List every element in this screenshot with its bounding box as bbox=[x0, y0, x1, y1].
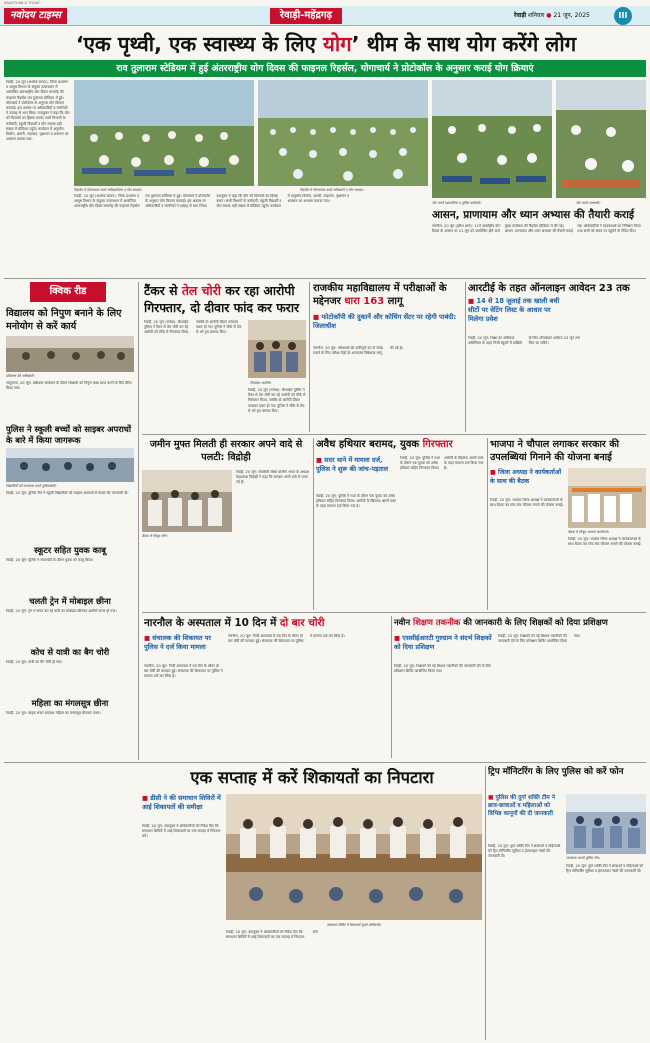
narnaul-headline bbox=[144, 616, 388, 630]
brand-logo: नवोदय टाइम्स bbox=[4, 8, 67, 24]
saptah-caption: समाधान शिविर में शिकायतें सुनते अधिकारी। bbox=[326, 923, 382, 927]
exam-bullet-text: फोटोकॉपी की दुकानें और कोचिंग सेंटर पर रहेगी पाबंदी: जिलाधीश bbox=[313, 313, 457, 330]
bjp-headline-2: उपलब्धियां गिनाने की योजना बनाई bbox=[490, 452, 612, 463]
date-day: शनिवार bbox=[528, 12, 545, 19]
saptah-body-2: रेवाड़ी, 20 जून: उपायुक्त ने अधिकारियों को निर्देश दिए कि समाधान शिविरों में आई शिकायतों का एक सप्ताह में निपटारा करें। bbox=[226, 930, 319, 940]
rte-body: रेवाड़ी, 20 जून: शिक्षा का अधिकार अधिनियम के तहत निजी स्कूलों में दाखिले के लिए ऑनलाइन आवेदन 23 जून तक किए जा सकेंगे। bbox=[468, 336, 581, 346]
col-divider-6 bbox=[485, 766, 486, 1040]
lead-headline-b: ’ थीम के साथ योग करेंगे लोग bbox=[351, 32, 577, 56]
date-value: 21 जून, 2025 bbox=[553, 12, 590, 19]
exam-h-a: राजकीय महाविद्यालय में परीक्षाओं के मद्देनजर bbox=[313, 283, 447, 307]
lead-body-col2: रेवाड़ी, 20 जून (अशोक कावत): जिला प्रशासन व आयुष विभाग के संयुक्त तत्वावधान में आयोजित अंतरराष्ट्रीय योग दिवस समारोह की फाइनल रिहर्सल राव तुलाराम स्टेडियम में हुई। योगाचार्य ने प्रोटोकॉल के अनुसार योग क्रियाएं करवाईं। इस अवसर पर अधिकारियों व नागरिकों ने उत्साह से भाग लिया। उपायुक्त ने कहा कि योग को दिनचर्या का हिस्सा बनाएं। सभी विभागों के कर्मचारी, स्कूली विद्यार्थी व योग साधक बड़ी संख्या में स्टेडियम पहुंचे। कार्यक्रम में अनुलोम-विलोम, भ्रामरी, ताड़ासन, वृक्षासन व शवासन का अभ्यास कराया गया। bbox=[74, 194, 350, 209]
tanker-h-highlight: तेल चोरी bbox=[181, 283, 221, 298]
narnaul-body: नारनौल, 20 जून: निजी अस्पताल में दस दिन के भीतर दो बार चोरी की वारदात हुई। संचालक की शिकायत पर पुलिस ने मामला दर्ज कर लिया है। bbox=[228, 634, 345, 644]
jamin-photo bbox=[142, 470, 232, 532]
shiksha-body-2: रेवाड़ी, 20 जून: शिक्षकों को नई शिक्षण तकनीकों की जानकारी देने के लिए प्रशिक्षण शिविर आयोजित किया गया। bbox=[498, 634, 581, 644]
edition-title: रेवाड़ी-महेंद्रगढ़ bbox=[270, 8, 342, 24]
divider-4 bbox=[4, 762, 646, 763]
divider-1 bbox=[4, 278, 646, 279]
bjp-bullet-head bbox=[490, 468, 564, 496]
bjp-caption: बैठक में मौजूद भाजपा कार्यकर्ता। bbox=[568, 530, 609, 534]
lead-caption-4: योग करते अभ्यासी। bbox=[576, 201, 601, 205]
kwik-1-photo bbox=[6, 336, 134, 372]
col-divider-4 bbox=[487, 438, 488, 610]
kwik-2-body: रेवाड़ी, 20 जून: पुलिस टीम ने स्कूली विद्यार्थियों को साइबर अपराधों से बचाव की जानकारी दी। bbox=[6, 491, 129, 495]
tanker-body: रेवाड़ी, 20 जून (राजेश): सीआईए पुलिस ने टैंकर से तेल चोरी कर रहे आरोपी को मौके से गिरफ्तार किया, जबकि दो आरोपी दीवार फांदकर फरार हो गए। पुलिस ने मौके से तेल से भरे ड्रम बरामद किए। bbox=[144, 320, 242, 335]
shastra-bullet-text: सदर थाने में मामला दर्ज, पुलिस ने शुरू की जांच-पड़ताल bbox=[316, 456, 389, 473]
bjp-headline-1: भाजपा ने चौपाल लगाकर सरकार की bbox=[490, 439, 620, 450]
divider-3 bbox=[142, 612, 646, 613]
trip-caption: जागरूक करती पुलिस टीम। bbox=[566, 856, 600, 860]
tanker-headline-1 bbox=[144, 282, 306, 299]
asan-headline: आसन, प्राणायाम और ध्यान अभ्यास की तैयारी कराई bbox=[432, 209, 635, 221]
lead-headline bbox=[8, 30, 644, 58]
kwik-3-body: रेवाड़ी, 20 जून: पुलिस ने नाकाबंदी के दौरान युवक को काबू किया। bbox=[6, 558, 94, 562]
kwik-divider bbox=[138, 282, 139, 760]
masthead bbox=[0, 6, 650, 26]
bullet-icon: ■ bbox=[468, 297, 475, 305]
jamin-caption: बैठक में मौजूद लोग। bbox=[142, 534, 168, 538]
trip-body: रेवाड़ी, 20 जून: दुर्गा शक्ति टीम ने छात्राओं व महिलाओं को ट्रिप मॉनिटरिंग सुविधा व हेल्पलाइन नंबरों की जानकारी दी। bbox=[488, 844, 561, 859]
lead-caption-2: रिहर्सल में योगाभ्यास करते अधिकारी व योग साधक। bbox=[300, 188, 364, 192]
tanker-h-b: कर रहा आरोपी bbox=[220, 283, 295, 298]
lead-body: रेवाड़ी, 20 जून (अशोक कावत): जिला प्रशासन व आयुष विभाग के संयुक्त तत्वावधान में आयोजित अंतरराष्ट्रीय योग दिवस समारोह की फाइनल रिहर्सल राव तुलाराम स्टेडियम में हुई। योगाचार्य ने प्रोटोकॉल के अनुसार योग क्रियाएं करवाईं। इस अवसर पर अधिकारियों व नागरिकों ने उत्साह से भाग लिया। उपायुक्त ने कहा कि योग को दिनचर्या का हिस्सा बनाएं। सभी विभागों के कर्मचारी, स्कूली विद्यार्थी व योग साधक बड़ी संख्या में स्टेडियम पहुंचे। कार्यक्रम में अनुलोम-विलोम, भ्रामरी, ताड़ासन, वृक्षासन व शवासन का अभ्यास कराया गया। bbox=[6, 80, 70, 142]
bullet-icon: ■ bbox=[144, 634, 151, 642]
kwik-1-caption: प्रशिक्षण देते अधिकारी। bbox=[6, 374, 35, 378]
kwik-2-headline: पुलिस ने स्कूली बच्चों को साइबर अपराधों के बारे में किया जागरूक bbox=[6, 424, 132, 445]
top-strip-label: RAJASTHAN & TODAY bbox=[4, 1, 40, 5]
date-city: रेवाड़ी bbox=[514, 12, 527, 19]
kwik-5-headline: कोच से यात्री का बैग चोरी bbox=[30, 647, 110, 657]
saptah-photo bbox=[226, 794, 482, 920]
bjp-body: रेवाड़ी, 20 जून: भाजपा जिला अध्यक्ष ने कार्यकर्ताओं के साथ बैठक कर गांव-गांव चौपाल लगाने की योजना बनाई। bbox=[490, 498, 564, 508]
shiksha-body: रेवाड़ी, 20 जून: शिक्षकों को नई शिक्षण तकनीकों की जानकारी देने के लिए प्रशिक्षण शिविर आयोजित किया गया। bbox=[394, 664, 492, 674]
exam-h-b: लागू bbox=[384, 296, 403, 307]
tanker-body-2: रेवाड़ी, 20 जून (राजेश): सीआईए पुलिस ने टैंकर से तेल चोरी कर रहे आरोपी को मौके से गिरफ्तार किया, जबकि दो आरोपी दीवार फांदकर फरार हो गए। पुलिस ने मौके से तेल से भरे ड्रम बरामद किए। bbox=[248, 388, 306, 413]
jamin-headline: जमीन मुफ्त मिलती ही सरकार अपने वादे से पलटी: विद्रोही bbox=[149, 439, 303, 463]
rte-bullet-head bbox=[468, 297, 564, 335]
exam-h-highlight: धारा 163 bbox=[344, 296, 385, 307]
tanker-photo bbox=[248, 320, 306, 378]
narnaul-bullet-head bbox=[144, 634, 224, 662]
shastra-body-2: रेवाड़ी, 20 जून: पुलिस ने गश्त के दौरान एक युवक को अवैध हथियार सहित गिरफ्तार किया। आरोपी के खिलाफ आर्म्स एक्ट के तहत मामला दर्ज किया गया है। bbox=[400, 456, 484, 471]
dateline bbox=[514, 10, 590, 22]
kwik-4-headline: चलती ट्रेन में मोबाइल छीना bbox=[29, 596, 111, 606]
bullet-icon: ■ bbox=[394, 634, 401, 642]
trip-body-2: रेवाड़ी, 20 जून: दुर्गा शक्ति टीम ने छात्राओं व महिलाओं को ट्रिप मॉनिटरिंग सुविधा व हेल्पलाइन नंबरों की जानकारी दी। bbox=[566, 864, 644, 874]
trip-bullet-head bbox=[488, 794, 562, 842]
bjp-bullet-text: जिला अध्यक्ष ने कार्यकर्ताओं के साथ की बैठक bbox=[490, 469, 562, 485]
shastra-h-highlight: गिरफ्तार bbox=[422, 439, 453, 450]
shiksha-bullet-text: एससीईआरटी गुरुग्राम ने संदर्भ शिक्षकों को दिया प्रशिक्षण bbox=[394, 634, 492, 651]
lead-headline-a: ‘एक पृथ्वी, एक स्वास्थ्य के लिए bbox=[75, 32, 323, 56]
date-dot: ● bbox=[546, 12, 552, 19]
col-divider-5 bbox=[391, 616, 392, 758]
lead-headline-highlight: योग bbox=[322, 32, 352, 56]
divider-2 bbox=[142, 434, 646, 435]
lead-caption-3: योग करते प्रशासनिक व पुलिस कर्मचारी। bbox=[432, 201, 482, 205]
shiksha-h-highlight: शिक्षण तकनीक bbox=[413, 617, 461, 627]
narnaul-h-highlight: दो बार चोरी bbox=[279, 617, 325, 629]
kwik-1-body: जाटूसाना, 20 जून: प्रशिक्षण कार्यक्रम के दौरान शिक्षकों को निपुण लक्ष्य प्राप्त करने के लिए प्रेरित किया गया। bbox=[6, 381, 132, 391]
bullet-icon: ■ bbox=[316, 456, 323, 464]
bullet-icon: ■ bbox=[313, 313, 320, 321]
exam-headline bbox=[313, 282, 463, 310]
tanker-headline-2: गिरफ्तार, दो दीवार फांद कर फरार bbox=[144, 300, 300, 315]
jamin-body: रेवाड़ी, 20 जून: स्वयंसेवी संस्था ग्रामीण भारत के अध्यक्ष वेदप्रकाश विद्रोही ने कहा कि सरकार अपने वादे से पलट गई है। bbox=[236, 470, 309, 485]
saptah-bullet-text: डीसी ने की समाधान शिविरों में आई शिकायतों की समीक्षा bbox=[142, 794, 221, 811]
lead-photo-1 bbox=[74, 80, 254, 186]
kwik-6-headline: महिला का मंगलसूत्र छीना bbox=[31, 698, 109, 708]
lead-photo-4 bbox=[556, 80, 646, 198]
col-divider-3 bbox=[313, 438, 314, 610]
kwik-2-photo bbox=[6, 448, 134, 482]
kwik-5-body: रेवाड़ी, 20 जून: यात्री का बैग चोरी हो गया। bbox=[6, 660, 63, 664]
trip-bullet-text: पुलिस की दुर्गा शक्ति टीम ने छात्र-छात्राओं व महिलाओं को विभिन्न कानूनों की दी जानकारी bbox=[488, 795, 556, 817]
saptah-headline: एक सप्ताह में करें शिकायतों का निपटारा bbox=[190, 768, 434, 787]
shiksha-headline bbox=[394, 616, 646, 629]
shiksha-bullet-head bbox=[394, 634, 494, 662]
saptah-body: रेवाड़ी, 20 जून: उपायुक्त ने अधिकारियों को निर्देश दिए कि समाधान शिविरों में आई शिकायतों का एक सप्ताह में निपटारा करें। bbox=[142, 824, 221, 839]
page-number: III bbox=[614, 7, 632, 25]
shastra-bullet-head bbox=[316, 456, 396, 492]
narnaul-body-2: नारनौल, 20 जून: निजी अस्पताल में दस दिन के भीतर दो बार चोरी की वारदात हुई। संचालक की शिकायत पर पुलिस ने मामला दर्ज कर लिया है। bbox=[144, 664, 223, 679]
tanker-h-a: टैंकर से bbox=[144, 283, 182, 298]
shastra-h-a: अवैध हथियार बरामद, युवक bbox=[316, 439, 423, 450]
bjp-photo bbox=[568, 468, 646, 528]
col-divider-2 bbox=[465, 282, 466, 432]
tanker-caption: गिरफ्तार आरोपी। bbox=[250, 381, 272, 385]
rte-headline: आरटीई के तहत ऑनलाइन आवेदन 23 तक bbox=[468, 283, 630, 294]
kwik-badge: क्विक रीड bbox=[30, 282, 106, 302]
bjp-body-2: रेवाड़ी, 20 जून: भाजपा जिला अध्यक्ष ने कार्यकर्ताओं के साथ बैठक कर गांव-गांव चौपाल लगाने की योजना बनाई। bbox=[568, 537, 642, 547]
exam-body: नारनौल, 20 जून: परीक्षाओं को शांतिपूर्ण ढंग से संपन्न कराने के लिए परीक्षा केंद्रों के आसपास निषेधाज्ञा लागू की गई है। bbox=[313, 346, 404, 356]
shiksha-h-a: नवीन bbox=[394, 617, 414, 627]
shastra-headline bbox=[316, 438, 484, 452]
kwik-1-headline: विद्यालय को निपुण बनाने के लिए मनोयोग से करें कार्य bbox=[6, 308, 122, 332]
narnaul-bullet-text: संचालक की शिकायत पर पुलिस ने दर्ज किया मामला bbox=[144, 634, 211, 651]
col-divider-1 bbox=[309, 282, 310, 432]
exam-bullet-head bbox=[313, 313, 463, 343]
asan-body: नारनौल, 20 जून (हरीश शर्मा): 11वें अंतर्राष्ट्रीय योग दिवस के अवसर पर 21 जून को आयोजित होने वाले मुख्य कार्यक्रम की रिहर्सल स्टेडियम में की गई। आसन, प्राणायाम और ध्यान अभ्यास की तैयारी कराई गई। अधिकारियों ने व्यवस्थाओं का निरीक्षण किया तथा सभी को समय पर पहुंचने के निर्देश दिए। bbox=[432, 224, 641, 234]
narnaul-h-a: नारनौल के अस्पताल में 10 दिन में bbox=[144, 617, 280, 629]
rte-bullet-text: 14 से 18 जुलाई तक खाली बची सीटों पर वेटिंग लिस्ट के आधार पर मिलेगा प्रवेश bbox=[468, 297, 560, 323]
trip-photo bbox=[566, 794, 646, 854]
lead-photo-2 bbox=[258, 80, 428, 186]
kwik-6-body: रेवाड़ी, 20 जून: बाइक सवार बदमाश महिला का मंगलसूत्र छीनकर फरार। bbox=[6, 711, 101, 715]
saptah-bullet-head bbox=[142, 794, 222, 822]
trip-headline: ट्रिप मॉनिटरिंग के लिए पुलिस को करें फोन bbox=[488, 767, 624, 777]
bullet-icon: ■ bbox=[490, 469, 496, 476]
shiksha-h-b: की जानकारी के लिए शिक्षकों को दिया प्रशिक्षण bbox=[460, 617, 608, 627]
lead-photo-3 bbox=[432, 80, 552, 198]
lead-subhead: राव तुलाराम स्टेडियम में हुई अंतरराष्ट्रीय योग दिवस की फाइनल रिहर्सल, योगाचार्य ने प्रोटोकॉल के अनुसार कराई योग क्रियाएं bbox=[4, 60, 646, 77]
kwik-2-caption: विद्यार्थियों को जागरूक करते पुलिसकर्मी। bbox=[6, 484, 57, 488]
lead-caption-1: रिहर्सल में योगाभ्यास करते अधिकारीगण व योग साधक। bbox=[74, 188, 142, 192]
shastra-body: रेवाड़ी, 20 जून: पुलिस ने गश्त के दौरान एक युवक को अवैध हथियार सहित गिरफ्तार किया। आरोपी के खिलाफ आर्म्स एक्ट के तहत मामला दर्ज किया गया है। bbox=[316, 494, 396, 509]
bullet-icon: ■ bbox=[142, 794, 149, 802]
bullet-icon: ■ bbox=[488, 795, 494, 801]
kwik-3-headline: स्कूटर सहित युवक काबू bbox=[34, 545, 106, 555]
kwik-4-body: रेवाड़ी, 20 जून: ट्रेन में सफर कर रहे यात्री का मोबाइल छीनकर आरोपी फरार हो गया। bbox=[6, 609, 117, 613]
